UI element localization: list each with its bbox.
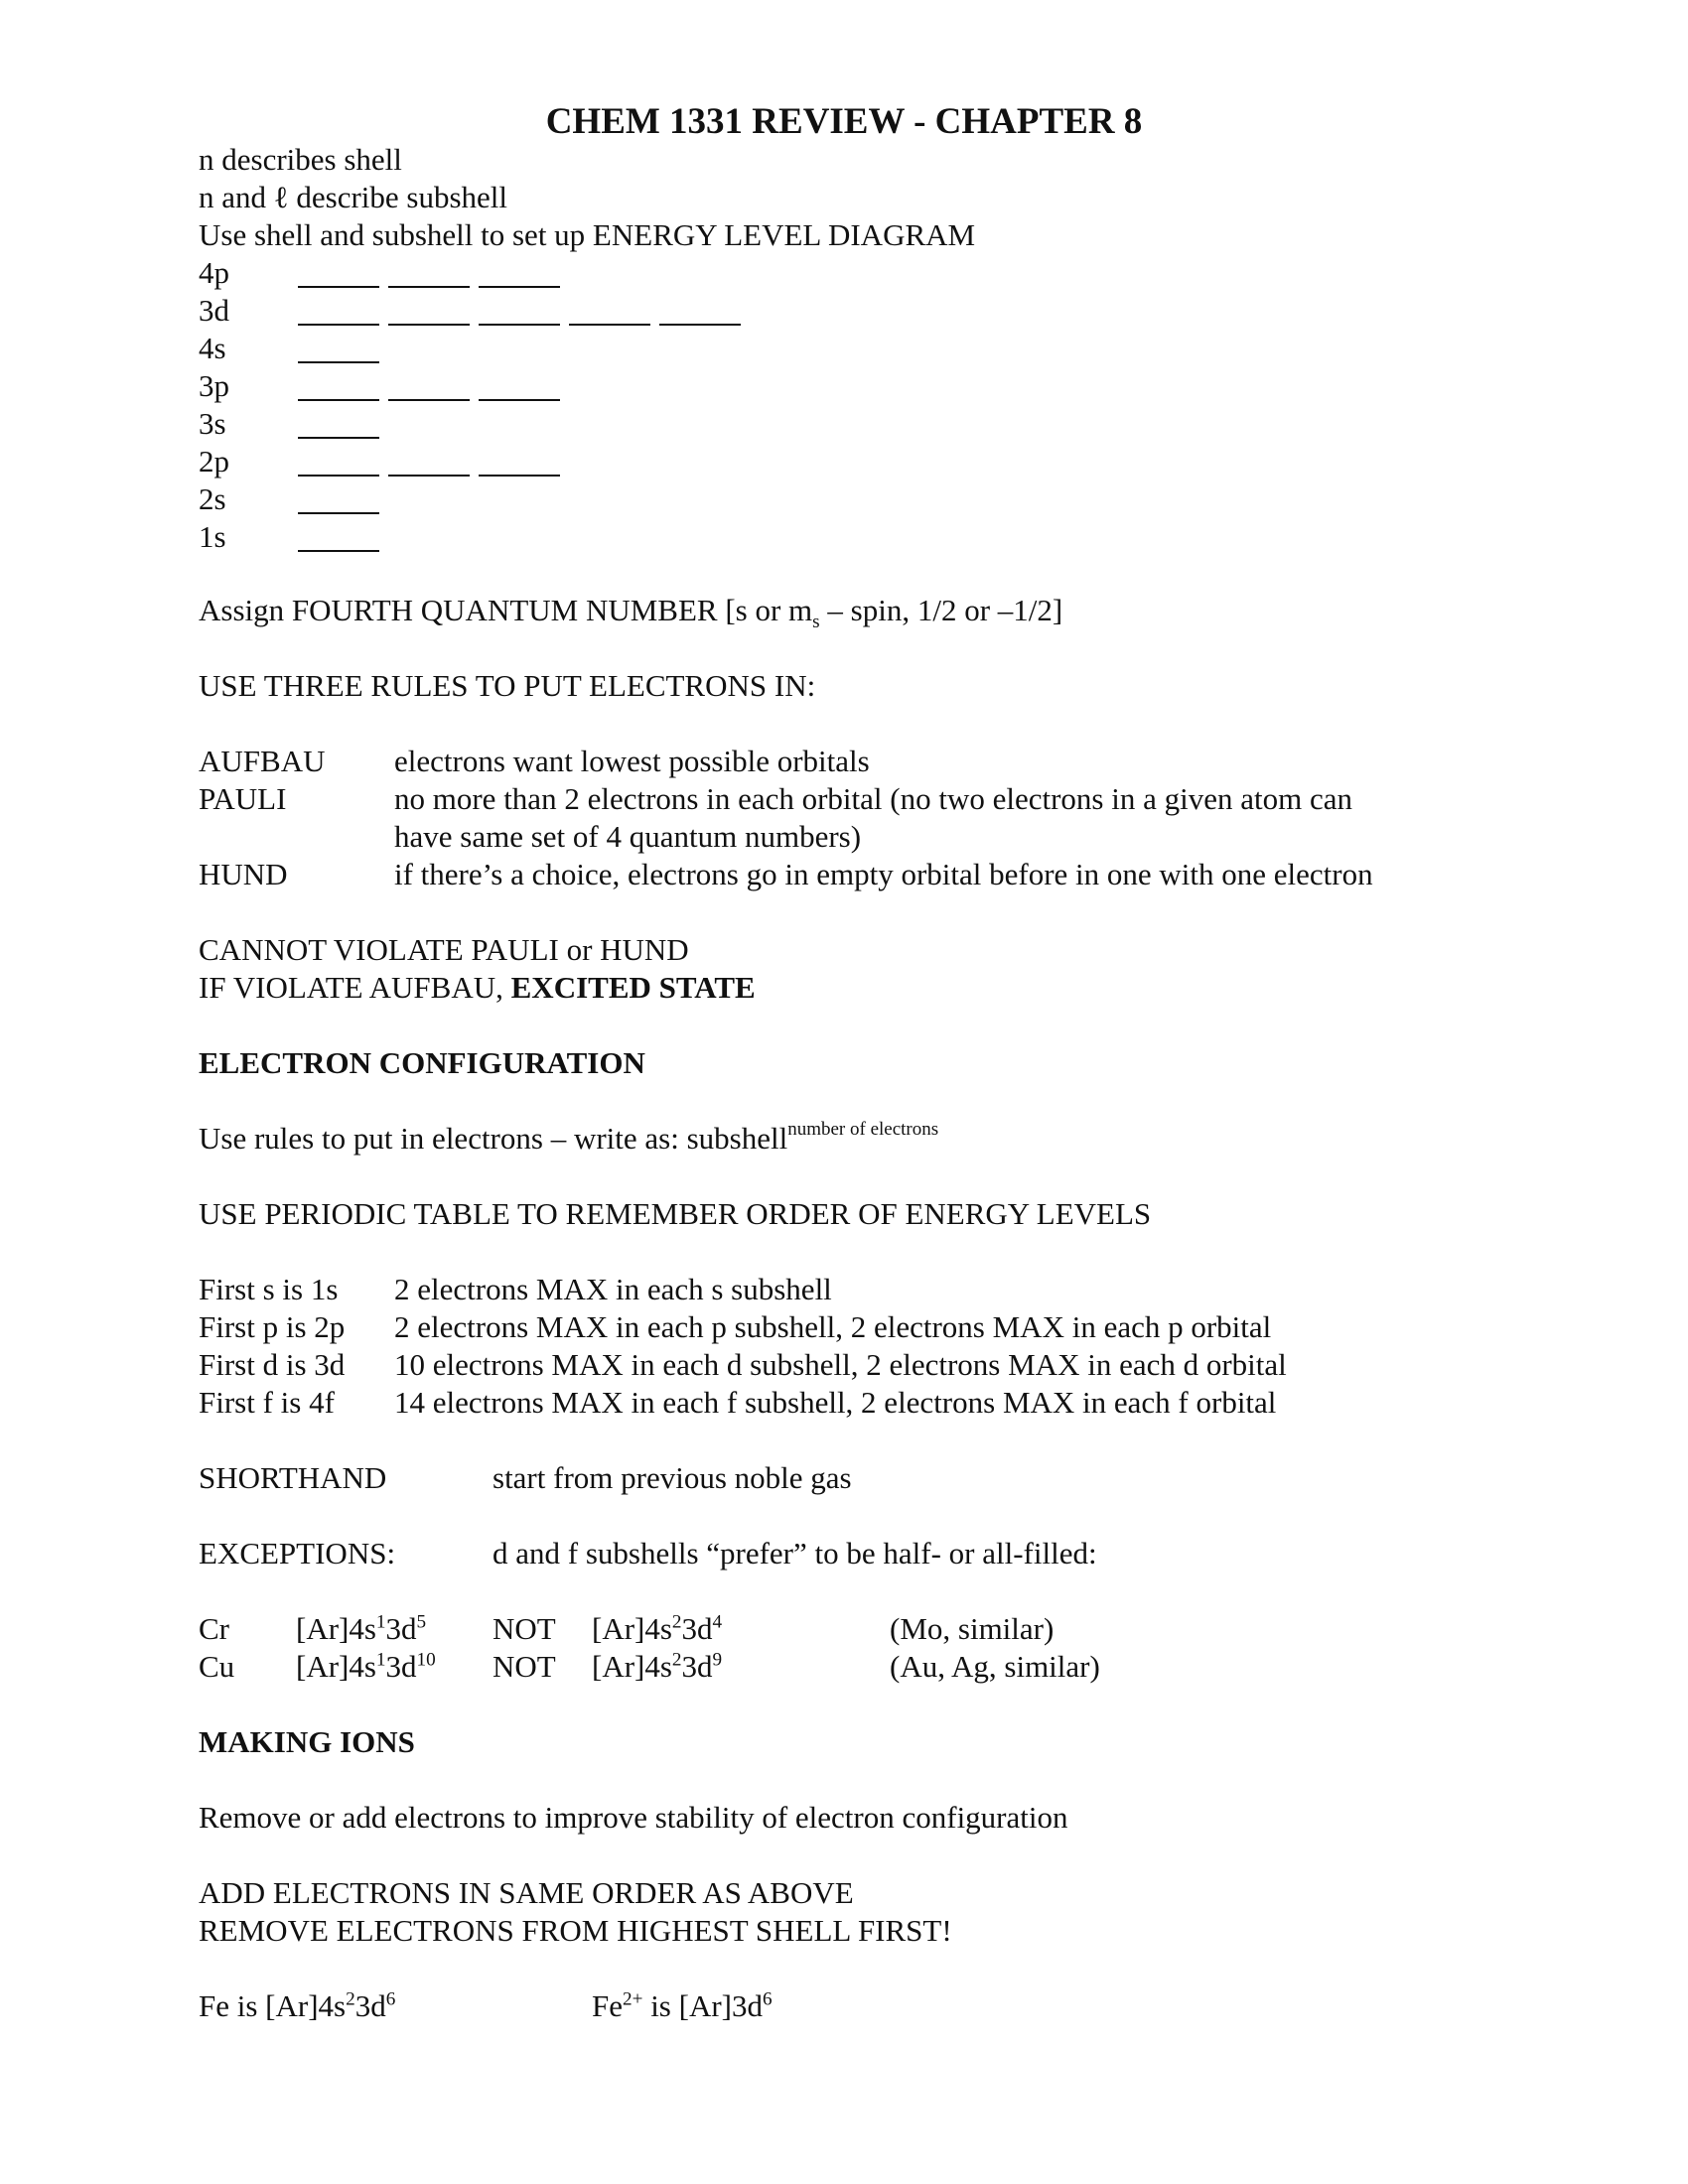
violate-line-1: CANNOT VIOLATE PAULI or HUND xyxy=(199,932,689,967)
orbital-blanks xyxy=(298,550,388,552)
orbital-line xyxy=(479,475,560,477)
orbital-blanks xyxy=(298,324,750,326)
energy-level-label: 2s xyxy=(199,481,226,516)
orbital-line xyxy=(298,324,379,326)
electron-config-heading: ELECTRON CONFIGURATION xyxy=(199,1045,645,1080)
making-ions-heading: MAKING IONS xyxy=(199,1724,415,1759)
orbital-line xyxy=(298,399,379,401)
orbital-blanks xyxy=(298,475,569,477)
energy-level-label: 4p xyxy=(199,255,229,290)
ions-line-2: ADD ELECTRONS IN SAME ORDER AS ABOVE xyxy=(199,1875,854,1910)
orbital-line xyxy=(479,399,560,401)
orbital-line xyxy=(479,324,560,326)
ions-line-1: Remove or add electrons to improve stability of electron configuration xyxy=(199,1800,1068,1835)
orbital-line xyxy=(479,286,560,288)
write-as-line: Use rules to put in electrons – write as: subshell$^{number of electrons}$ xyxy=(199,1119,939,1156)
energy-level-label: 1s xyxy=(199,519,226,554)
energy-level-1s xyxy=(199,518,226,556)
orbital-blanks xyxy=(298,512,388,514)
energy-level-3d xyxy=(199,292,229,330)
orbital-line xyxy=(388,399,470,401)
energy-level-3s xyxy=(199,405,226,443)
ions-line-3: REMOVE ELECTRONS FROM HIGHEST SHELL FIRST! xyxy=(199,1913,952,1948)
fourth-quantum-number: Assign FOURTH QUANTUM NUMBER [s or $m_s$ – spin, 1/2 or –1/2] xyxy=(199,593,1063,633)
orbital-line xyxy=(388,286,470,288)
periodic-table-line: USE PERIODIC TABLE TO REMEMBER ORDER OF ENERGY LEVELS xyxy=(199,1196,1152,1231)
energy-level-4s xyxy=(199,330,226,367)
rules-heading: USE THREE RULES TO PUT ELECTRONS IN: xyxy=(199,668,816,703)
orbital-line xyxy=(298,475,379,477)
energy-level-3p xyxy=(199,367,229,405)
orbital-line xyxy=(298,512,379,514)
document-page: CHEM 1331 REVIEW - CHAPTER 8 n describes shell n and ℓ describe subshell Use shell and subshell to set up ENERGY LEVEL DIAGRAM 4p 3d 4s 3p 3s 2p 2s 1s Assign FOURTH QUANTUM NUMBER [s or $m_s$ – spin, 1/2 or –1/2] USE THREE RULES TO PUT ELECTRONS IN: AUFBAU electrons want lowest possible orbitals PAULI no more than 2 electrons in each orbital (no two electrons in a given atom can have same set of 4 quantum numbers) HUND if there’s a choice, electrons go in empty orbital before in one with one electron CANNOT VIOLATE PAULI or HUND IF VIOLATE AUFBAU, EXCITED STATE ELECTRON CONFIGURATION Use rules to put in electrons – write as: subshell$^{number of electrons}$ USE PERIODIC TABLE TO REMEMBER ORDER OF ENERGY LEVELS First s is 1s 2 electrons MAX in each s subshell First p is 2p 2 electrons MAX in each p subshell, 2 electrons MAX in each p orbital First d is 3d 10 electrons MAX in each d subshell, 2 electrons MAX in each d orbital First f is 4f 14 electrons MAX in each f subshell, 2 electrons MAX in each f orbital SHORTHAND start from previous noble gas EXCEPTIONS: d and f subshells “prefer” to be half- or all-filled: Cr $[Ar]4s^13d^5$ NOT $[Ar]4s^23d^4$ (Mo, similar) Cu $[Ar]4s^13d^{10}$ NOT $[Ar]4s^23d^9$ (Au, Ag, similar) MAKING IONS Remove or add electrons to improve stability of electron configuration ADD ELECTRONS IN SAME ORDER AS ABOVE REMOVE ELECTRONS FROM HIGHEST SHELL FIRST! Fe is $[Ar]4s^23d^6$ $Fe^{2+}$ is $[Ar]3d^6$ xyxy=(0,0,1688,2184)
intro-line-2: n and ℓ describe subshell xyxy=(199,180,508,214)
orbital-line xyxy=(388,475,470,477)
intro-line-3: Use shell and subshell to set up ENERGY LEVEL DIAGRAM xyxy=(199,217,976,252)
energy-level-4p xyxy=(199,254,229,292)
energy-level-label: 3s xyxy=(199,406,226,441)
orbital-line xyxy=(569,324,650,326)
energy-level-label: 3d xyxy=(199,293,229,328)
orbital-blanks xyxy=(298,437,388,439)
orbital-line xyxy=(298,361,379,363)
orbital-line xyxy=(298,550,379,552)
orbital-line xyxy=(659,324,741,326)
energy-level-label: 3p xyxy=(199,368,229,403)
energy-level-2p xyxy=(199,443,229,480)
energy-level-label: 4s xyxy=(199,331,226,365)
orbital-line xyxy=(388,324,470,326)
ell-symbol: ℓ xyxy=(273,180,289,214)
page-title: CHEM 1331 REVIEW - CHAPTER 8 xyxy=(545,101,1143,142)
orbital-blanks xyxy=(298,361,388,363)
orbital-line xyxy=(298,286,379,288)
energy-level-label: 2p xyxy=(199,444,229,478)
orbital-blanks xyxy=(298,286,569,288)
energy-level-2s xyxy=(199,480,226,518)
orbital-blanks xyxy=(298,399,569,401)
orbital-line xyxy=(298,437,379,439)
violate-line-2: IF VIOLATE AUFBAU, EXCITED STATE xyxy=(199,970,756,1005)
intro-line-1: n describes shell xyxy=(199,142,402,177)
